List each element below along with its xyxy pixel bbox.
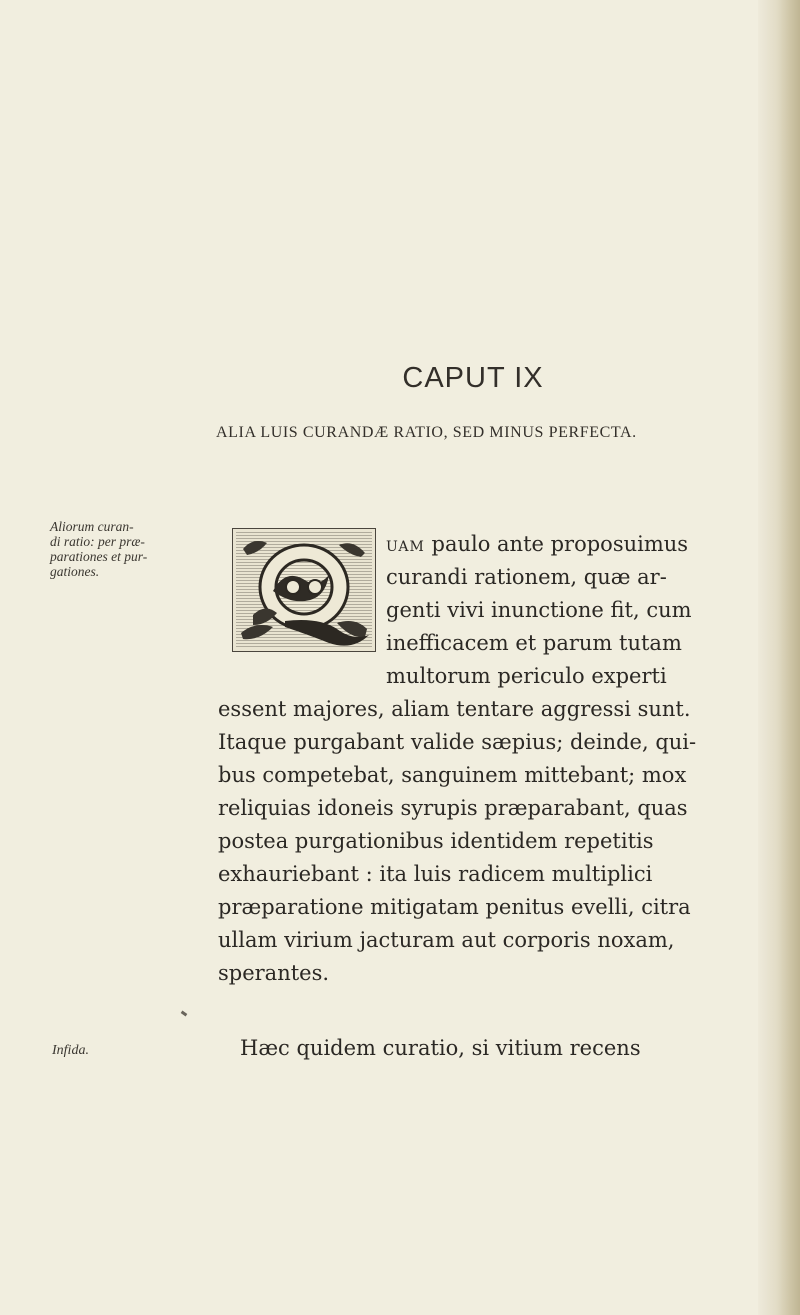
page-edge-shadow bbox=[758, 0, 800, 1315]
text-line-9: reliquias idoneis syrupis præparabant, quas bbox=[218, 796, 688, 820]
text-line-12: præparatione mitigatam penitus evelli, citra bbox=[218, 895, 691, 919]
margin-note-method bbox=[50, 519, 220, 579]
text-line-14: sperantes. bbox=[218, 961, 330, 985]
margin-mark bbox=[181, 1011, 188, 1017]
text-line-15: Hæc quidem curatio, si vitium recens bbox=[240, 1036, 641, 1060]
text-line-3: genti vivi inunctione fit, cum bbox=[386, 598, 692, 622]
margin-note-line: di ratio: per præ- bbox=[50, 534, 145, 549]
text-line-2: curandi rationem, quæ ar- bbox=[386, 565, 667, 589]
text-line-13: ullam virium jacturam aut corporis noxam, bbox=[218, 928, 675, 952]
margin-note-line: Aliorum curan- bbox=[50, 519, 134, 534]
text-line-6: essent majores, aliam tentare aggressi sunt. bbox=[218, 697, 691, 721]
text-line-10: postea purgationibus identidem repetitis bbox=[218, 829, 654, 853]
margin-note-infida: Infida. bbox=[52, 1043, 89, 1058]
margin-note-line: parationes et pur- bbox=[50, 549, 148, 564]
chapter-subtitle: ALIA LUIS CURANDÆ RATIO, SED MINUS PERFECTA. bbox=[216, 424, 637, 441]
text-line-4: inefficacem et parum tutam bbox=[386, 631, 682, 655]
text-line-5: multorum periculo experti bbox=[386, 664, 667, 688]
chapter-title: CAPUT IX bbox=[402, 362, 544, 394]
first-word-smallcaps: UAM bbox=[386, 539, 425, 555]
text-line-1-rest: paulo ante proposuimus bbox=[424, 532, 689, 556]
text-line-11: exhauriebant : ita luis radicem multiplici bbox=[218, 862, 653, 886]
text-line-1 bbox=[386, 532, 688, 559]
text-line-8: bus competebat, sanguinem mittebant; mox bbox=[218, 763, 687, 787]
decorated-initial bbox=[232, 528, 376, 652]
margin-note-line: gationes. bbox=[50, 564, 100, 579]
text-line-7: Itaque purgabant valide sæpius; deinde, qui- bbox=[218, 730, 697, 754]
decorated-initial-art bbox=[233, 529, 375, 651]
